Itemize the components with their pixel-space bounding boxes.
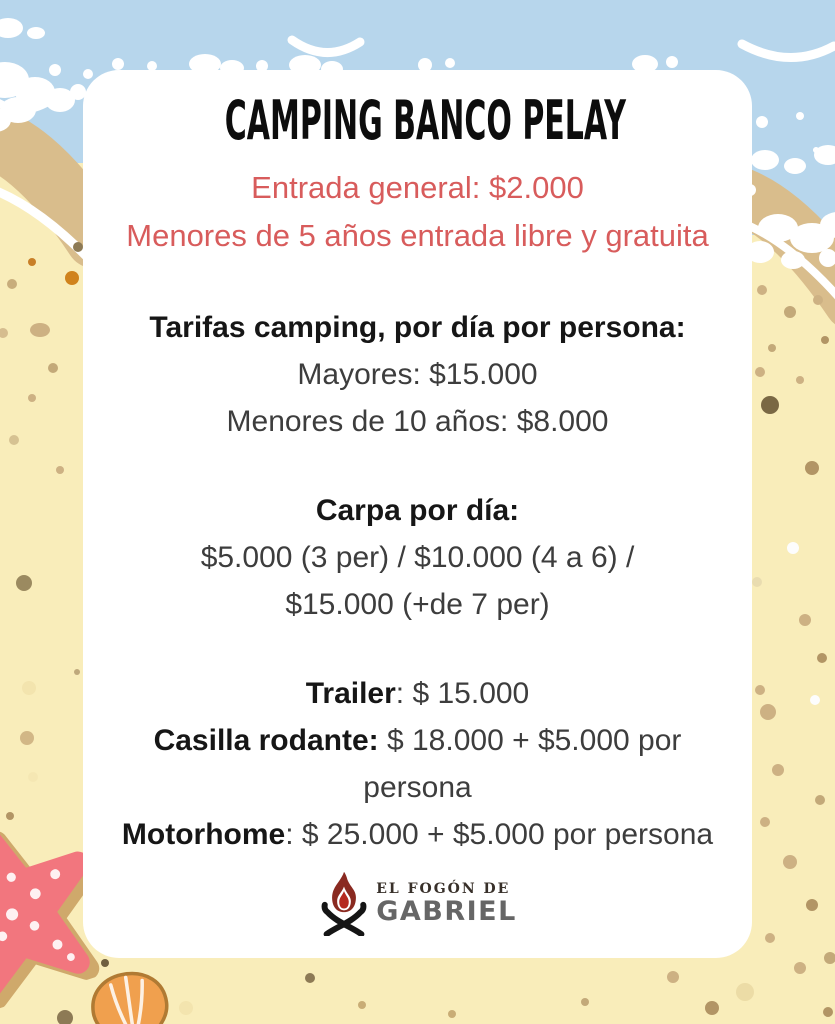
camping-rates-section <box>91 304 744 445</box>
brand-logo <box>91 870 744 936</box>
entry-general: Entrada general: $2.000 <box>251 170 584 205</box>
entry-children-free: Menores de 5 años entrada libre y gratuita <box>126 218 709 253</box>
tent-rate-line2: $15.000 (+de 7 per) <box>285 588 550 621</box>
campfire-icon <box>318 870 370 936</box>
brand-logo-text <box>376 881 517 926</box>
poster-title: CAMPING BANCO PELAY <box>224 89 626 152</box>
tent-rates-section <box>91 487 744 628</box>
shell-icon <box>81 962 179 1024</box>
trailer-rate: Trailer: $ 15.000 <box>305 677 530 710</box>
rate-adults: Mayores: $15.000 <box>297 358 538 391</box>
camping-rates-heading: Tarifas camping, por día por persona: <box>149 311 686 344</box>
sand-speckles-left <box>0 242 83 820</box>
entry-prices <box>91 164 744 260</box>
motorhome-rate: Motorhome: $ 25.000 + $5.000 por persona <box>121 818 714 851</box>
tent-heading: Carpa por día: <box>315 494 520 527</box>
sand-speckles-right <box>740 285 835 964</box>
logo-text-bottom: GABRIEL <box>376 895 517 927</box>
casilla-rate-cont: persona <box>363 771 472 804</box>
casilla-rate: Casilla rodante: $ 18.000 + $5.000 por <box>153 724 682 757</box>
foam-cluster-left <box>0 18 93 132</box>
vehicle-rates-section <box>91 670 744 858</box>
price-card <box>83 70 752 958</box>
tent-rate-line1: $5.000 (3 per) / $10.000 (4 a 6) / <box>200 541 635 574</box>
rate-children: Menores de 10 años: $8.000 <box>226 405 609 438</box>
logo-text-top: EL FOGÓN DE <box>376 880 511 897</box>
